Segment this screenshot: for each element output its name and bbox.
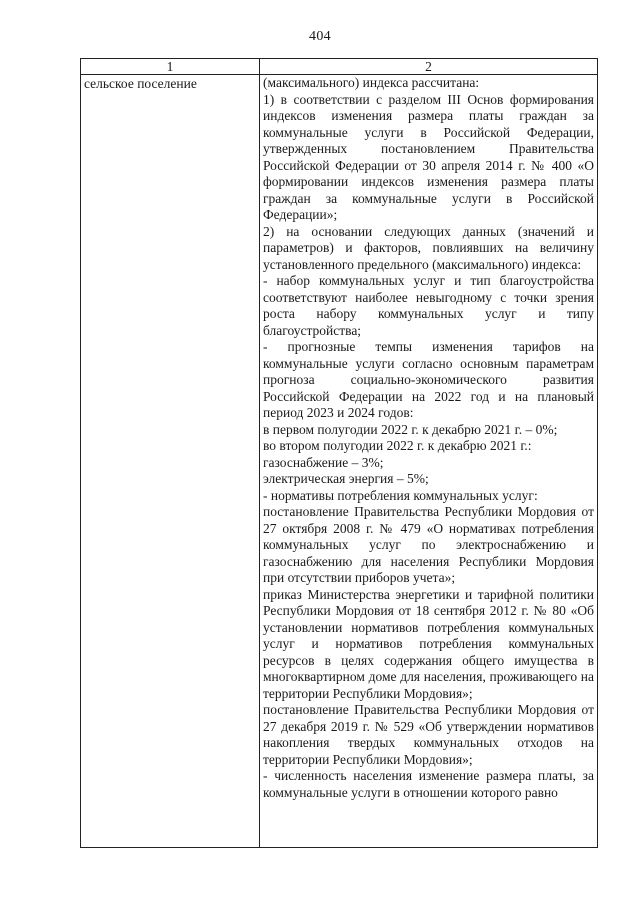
paragraph: в первом полугодии 2022 г. к декабрю 2021 г. – 0%;: [263, 421, 558, 437]
paragraph: - прогнозные темпы изменения тарифов на коммунальные услуги согласно основным параметрам прогноза социально-экономического развития Российской Федерации на 2022 год и на плановый период 2023 и 2024 годов:: [263, 339, 594, 420]
table-header-row: [81, 59, 598, 75]
paragraph: 1) в соответствии с разделом III Основ формирования индексов изменения размера платы граждан за коммунальные услуги в Российской Федерации, утвержденных постановлением Правительства Российской Федерации от 30 апреля 2014 г. № 400 «О формировании индексов изменения размера платы граждан за коммунальные услуги в Российской Федерации»;: [263, 91, 594, 222]
paragraph: постановление Правительства Республики Мордовия от 27 октября 2008 г. № 479 «О нормативах потребления коммунальных услуг по электроснабжению и газоснабжению для населения Республики Мордовия при отсутствии приборов учета»;: [263, 504, 594, 585]
left-cell: [81, 75, 260, 848]
column-header-2: 2: [260, 59, 598, 75]
page-number: 404: [309, 29, 331, 44]
paragraph: газоснабжение – 3%;: [263, 454, 384, 470]
paragraph: - численность населения изменение размера платы, за коммунальные услуги в отношении которого равно: [263, 768, 594, 800]
paragraph: 2) на основании следующих данных (значений и параметров) и факторов, повлиявших на величину установленного предельного (максимального) индекса:: [263, 223, 594, 272]
municipality-type: сельское поселение: [84, 76, 197, 91]
document-table: [80, 58, 598, 848]
paragraph: - набор коммунальных услуг и тип благоустройства соответствуют наиболее невыгодному с точки зрения роста набору коммунальных услуг и типу благоустройства;: [263, 273, 594, 338]
paragraph: постановление Правительства Республики Мордовия от 27 декабря 2019 г. № 529 «Об утверждении нормативов накопления твердых коммунальных отходов на территории Республики Мордовия»;: [263, 702, 594, 767]
paragraph: электрическая энергия – 5%;: [263, 471, 429, 486]
paragraph: во втором полугодии 2022 г. к декабрю 2021 г.:: [263, 438, 532, 453]
column-header-1: 1: [81, 59, 260, 75]
table-row: [81, 75, 598, 848]
paragraph: (максимального) индекса рассчитана:: [263, 75, 480, 90]
paragraph: - нормативы потребления коммунальных услуг:: [263, 487, 538, 503]
paragraph: приказ Министерства энергетики и тарифной политики Республики Мордовия от 18 сентября 2012 г. № 80 «Об установлении нормативов потребления коммунальных услуг и нормативов потребления коммунальных ресурсов в целях содержания общего имущества в многоквартирном доме для населения, проживающего на территории Республики Мордовия»;: [263, 586, 594, 701]
right-cell: [260, 75, 598, 848]
